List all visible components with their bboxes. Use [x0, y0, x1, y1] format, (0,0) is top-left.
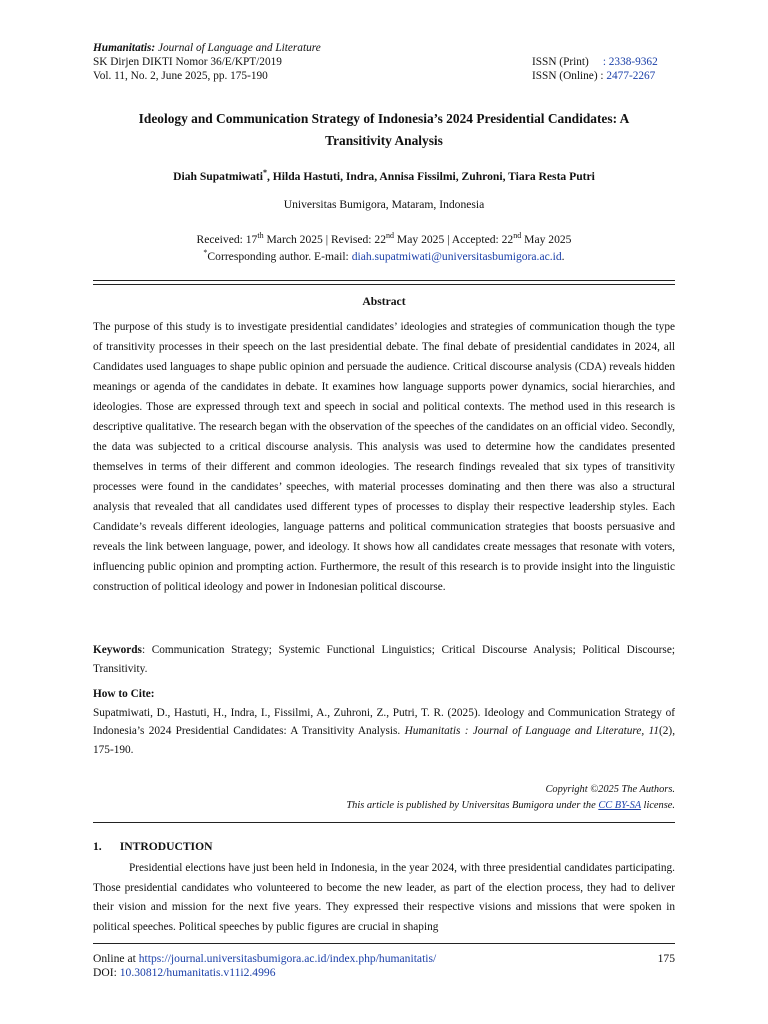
accepted-date: May 2025 | Accepted: 22: [394, 233, 514, 246]
title-line-1: Ideology and Communication Strategy of Indonesia’s 2024 Presidential Candidates: A: [138, 111, 630, 126]
top-rule: [93, 280, 675, 281]
revised-date: March 2025 | Revised: 22: [263, 233, 387, 246]
other-authors: , Hilda Hastuti, Indra, Annisa Fissilmi, Zuhroni, Tiara Resta Putri: [266, 170, 595, 183]
corresponding-email-link[interactable]: diah.supatmiwati@universitasbumigora.ac.id: [351, 250, 562, 263]
accreditation: SK Dirjen DIKTI Nomor 36/E/KPT/2019: [93, 56, 282, 68]
online-label: Online at: [93, 952, 139, 965]
cite-label: How to Cite:: [93, 688, 155, 700]
copyright: Copyright ©2025 The Authors.: [545, 784, 675, 795]
section-heading: [93, 840, 212, 853]
section-title: INTRODUCTION: [119, 840, 213, 853]
first-author: Diah Supatmiwati: [173, 170, 263, 183]
affiliation: Universitas Bumigora, Mataram, Indonesia: [283, 198, 485, 211]
corr-end: .: [561, 250, 565, 263]
author-list: [93, 170, 675, 183]
received-date: Received: 17: [196, 233, 258, 246]
accepted-sup: nd: [513, 231, 522, 241]
issn-print-link[interactable]: 2338-9362: [608, 56, 658, 68]
issn-online-label: ISSN (Online) :: [532, 70, 604, 82]
abstract-text: The purpose of this study is to investigate presidential candidates’ ideologies and strategies of communication though the type of transitivity processes in their speech on the last presidential debate. The final debate of presidential candidates in 2024, all Candidates used languages to shape public opinion and persuade the audience. Critical discourse analysis (CDA) reveals hidden meanings or agenda of the candidates in debate. It examines how language supports power dynamics, social hierarchies, and ideologies. Those are expressed through text and speech in social and political contexts. The method used in this research is descriptive qualitative. The research began with the observation of the speeches of the candidates on an official video. Secondly, the data was subjected to a critical discourse analysis. This analysis was used to determine how the candidates presented themselves in terms of their different and common ideologies. The research findings revealed that six types of transitivity processes were found in the candidates’ speeches, with material processes dominating and then there was also a structural analysis that revealed that all candidates used different types of processes to display their respective leadership styles. Each Candidate’s reveals different ideologies, language patterns and political communication strategies that boosts persuasive and reveals the link between language, power, and ideology. It shows how all candidates create messages that resonate with voters, influencing public opinion and prompting action. Furthermore, the result of this research is to provide insight into the linguistic construction of political ideology and power in Indonesian political discourse.: [93, 321, 675, 593]
title-line-2: Transitivity Analysis: [325, 133, 443, 148]
keywords-text: : Communication Strategy; Systemic Functional Linguistics; Critical Discourse Analysis; Political Discourse; Transitivity.: [93, 644, 675, 675]
issn-print-sep: :: [602, 56, 606, 68]
how-to-cite: [93, 685, 675, 759]
corr-mark: *: [203, 248, 208, 258]
paper-title: [93, 108, 675, 152]
intro-paragraph: Presidential elections have just been held in Indonesia, in the year 2024, with three presidential candidates participating. Those presidential candidates who volunteered to become the new leader, as part of the election process, they had to deliver their vision and mission for the next five years. They expressed their respective visions and missions that were spoken in political speeches. Political speeches by public figures are crucial in shaping: [93, 862, 675, 933]
volume-info: Vol. 11, No. 2, June 2025, pp. 175-190: [93, 70, 268, 82]
cite-end: (2), 175-190.: [93, 725, 676, 756]
journal-header: [93, 41, 393, 83]
license-link[interactable]: CC BY-SA: [598, 799, 641, 811]
cite-text: Supatmiwati, D., Hastuti, H., Indra, I., Fissilmi, A., Zuhroni, Z., Putri, T. R. (2025). Ideology and Communication Strategy of Indonesia’s 2024 Presidential Candidates: A Transitivity Analysis.: [93, 706, 675, 737]
mid-rule: [93, 822, 675, 823]
footer: [93, 952, 436, 980]
abstract-heading: Abstract: [362, 295, 406, 308]
journal-brand: Humanitatis:: [93, 42, 156, 54]
received-sup: th: [257, 231, 264, 241]
keywords: [93, 641, 675, 679]
journal-title: Journal of Language and Literature: [155, 42, 321, 54]
footer-rule: [93, 943, 675, 944]
issn-print-label: ISSN (Print): [532, 56, 589, 68]
journal-url-link[interactable]: https://journal.universitasbumigora.ac.id/index.php/humanitatis/: [138, 952, 437, 965]
page-number: 175: [657, 952, 675, 965]
revised-sup: nd: [386, 231, 395, 241]
corresponding-author: [93, 250, 675, 263]
issn-block: [532, 55, 677, 83]
section-number: 1.: [93, 840, 102, 853]
doi-label: DOI:: [93, 966, 120, 979]
keywords-label: Keywords: [93, 644, 142, 656]
top-rule-2: [93, 284, 675, 285]
doi-link[interactable]: 10.30812/humanitatis.v11i2.4996: [119, 966, 276, 979]
corr-label: Corresponding author. E-mail:: [207, 250, 352, 263]
corresponding-mark: *: [262, 168, 267, 178]
issn-online-link[interactable]: 2477-2267: [606, 70, 656, 82]
accepted-date-end: May 2025: [521, 233, 572, 246]
license-line: [93, 798, 675, 814]
cite-journal: Humanitatis : Journal of Language and Literature, 11: [404, 725, 660, 737]
submission-dates: [93, 233, 675, 246]
license-pre: This article is published by Universitas Bumigora under the: [346, 799, 599, 811]
license-post: license.: [640, 799, 675, 811]
copyright-block: [93, 782, 675, 813]
